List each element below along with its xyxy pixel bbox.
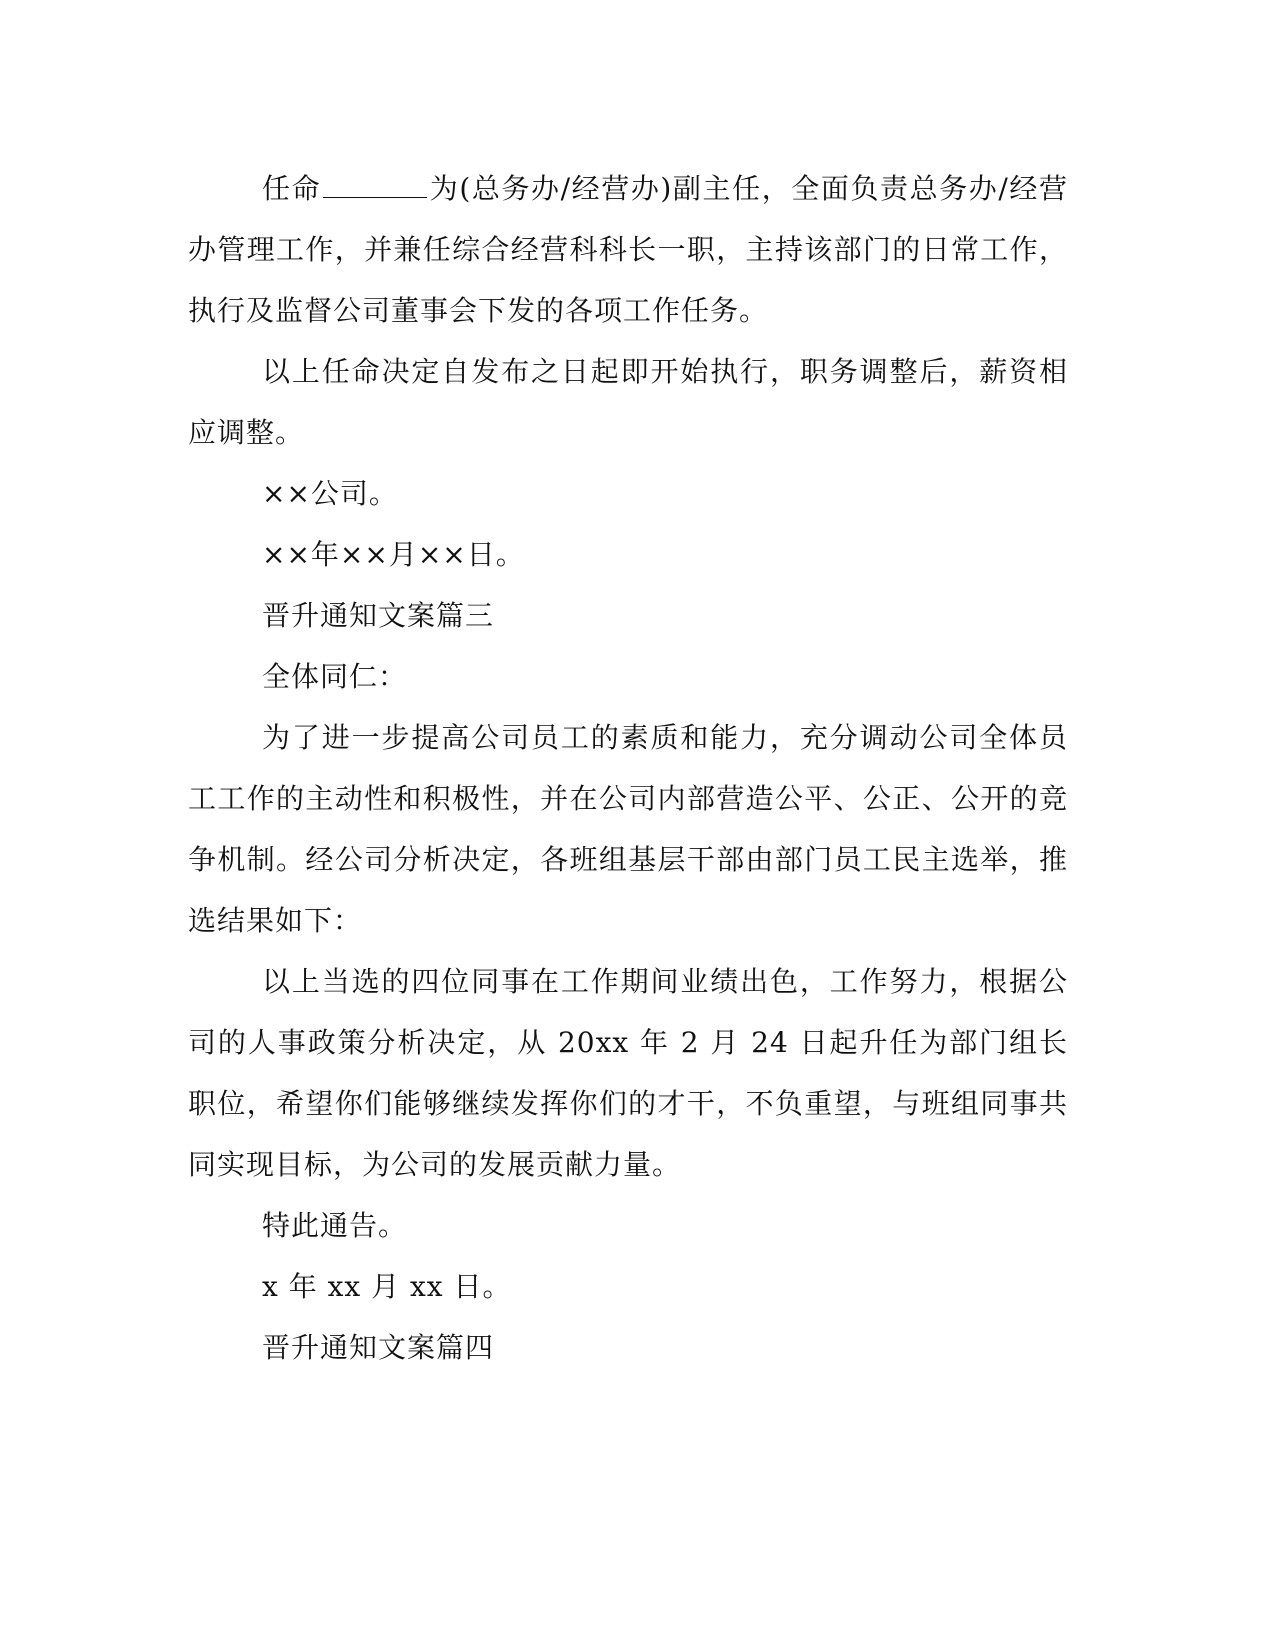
name-blank-line xyxy=(323,173,427,198)
notice-closing: 特此通告。 xyxy=(262,1209,408,1242)
appointment-text: 为(总务办/经营办)副主任，全面负责总务办/经营办管理工作，并兼任综合经营科科长一职，主持该部门的日常工作，执行及监督公司董事会下发的各项工作任务。 xyxy=(188,172,1068,327)
notice-date: x 年 xx 月 xx 日。 xyxy=(262,1270,512,1303)
salutation: 全体同仁： xyxy=(262,660,408,693)
promotion-paragraph: 以上当选的四位同事在工作期间业绩出色，工作努力，根据公司的人事政策分析决定，从 20xx 年 2 月 24 日起升任为部门组长职位，希望你们能够继续发挥你们的才干，不负重望，与班组同事共同实现目标，为公司的发展贡献力量。 xyxy=(188,965,1068,1181)
section-heading-four: 晋升通知文案篇四 xyxy=(262,1331,495,1364)
appointment-prefix: 任命 xyxy=(262,172,322,205)
appointment-paragraph xyxy=(188,158,1068,341)
election-paragraph: 为了进一步提高公司员工的素质和能力，充分调动公司全体员工工作的主动性和积极性，并在公司内部营造公平、公正、公开的竞争机制。经公司分析决定，各班组基层干部由部门员工民主选举，推选结果如下： xyxy=(188,721,1068,937)
effective-date-paragraph: 以上任命决定自发布之日起即开始执行，职务调整后，薪资相应调整。 xyxy=(188,355,1068,449)
section-heading-three: 晋升通知文案篇三 xyxy=(262,599,495,632)
company-signature: ××公司。 xyxy=(262,477,398,510)
document-body xyxy=(188,158,1068,1378)
signature-date: ××年××月××日。 xyxy=(262,538,525,571)
